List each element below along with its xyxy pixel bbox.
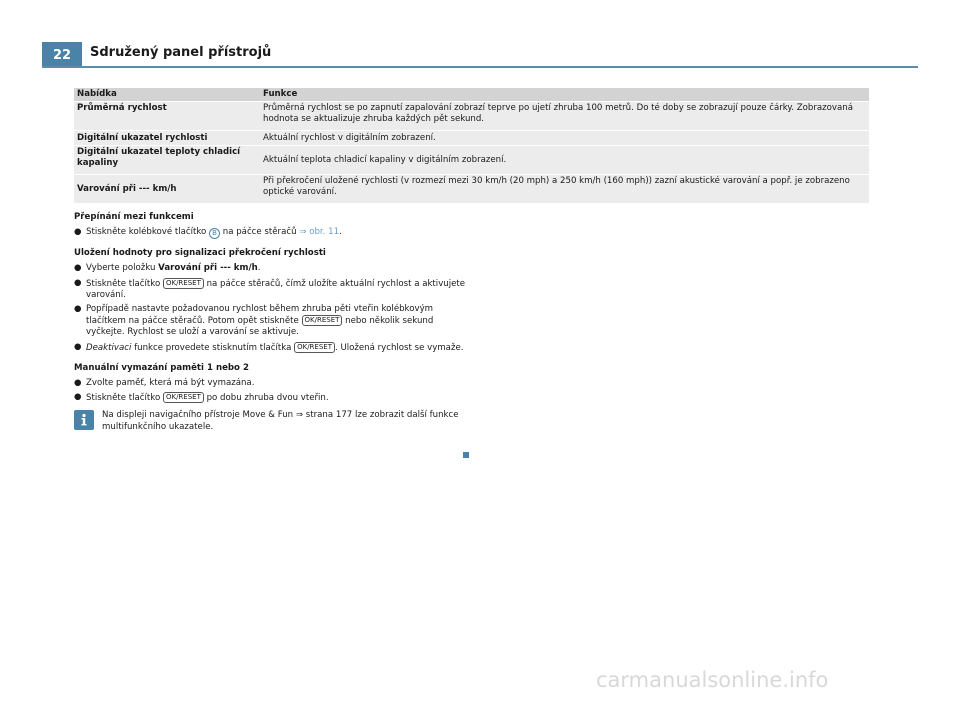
list-item-text — [86, 278, 469, 301]
watermark: carmanualsonline.info — [596, 668, 829, 692]
text: Stiskněte kolébkové tlačítko — [86, 227, 207, 238]
table-cell-function: Aktuální rychlost v digitálním zobrazení. — [263, 132, 436, 143]
table-cell-menu: Průměrná rychlost — [77, 103, 167, 113]
list-item-text — [86, 227, 342, 239]
text: funkce provedete stisknutím tlačítka — [134, 342, 292, 353]
ok-reset-key-icon: OK/RESET — [163, 278, 204, 289]
table-row — [74, 146, 869, 175]
table-cell-menu: Digitální ukazatel rychlosti — [77, 132, 208, 143]
list-item — [74, 378, 469, 389]
bullet-icon: ● — [74, 378, 82, 389]
emphasis-text: Deaktivaci — [86, 342, 132, 353]
list-item — [74, 342, 469, 354]
ok-reset-key-icon: OK/RESET — [163, 392, 204, 403]
list-item — [74, 392, 469, 404]
text: nebo několik sekund vyčkejte. Rychlost se uloží a varování se aktivuje. — [86, 316, 434, 338]
text: . — [257, 263, 261, 274]
list-item — [74, 278, 469, 301]
table-row — [74, 131, 869, 146]
table-row — [74, 175, 869, 204]
info-note-icon — [74, 410, 94, 430]
text: . Uložená rychlost se vymaže. — [334, 342, 464, 353]
table-cell-menu: Varování při --- km/h — [77, 183, 177, 194]
bullet-icon: ● — [74, 277, 82, 288]
ok-reset-key-icon: OK/RESET — [294, 342, 335, 353]
table-cell-function: Při překročení uložené rychlosti (v rozmezí mezi 30 km/h (20 mph) a 250 km/h (160 mph)) zazní akustické varování a popř. je zobrazeno optické varování. — [263, 176, 850, 197]
list-item — [74, 227, 469, 239]
table-cell-function: Aktuální teplota chladicí kapaliny v digitálním zobrazení. — [263, 154, 507, 165]
figure-link[interactable]: ⇒ obr. 11 — [299, 227, 340, 238]
bullet-icon: ● — [74, 304, 82, 315]
info-note-text: Na displeji navigačního přístroje Move & Fun ⇒ strana 177 lze zobrazit další funkce multifunkčního ukazatele. — [102, 410, 459, 432]
content-column — [74, 212, 469, 433]
page-title: Sdružený panel přístrojů — [90, 45, 272, 60]
list-item-text — [86, 304, 469, 339]
list-item — [74, 263, 469, 274]
rocker-button-b-icon: B — [209, 228, 220, 239]
text: Popřípadě nastavte požadovanou rychlost během zhruba pěti vteřin kolébkovým tlačítkem na páčce stěračů. Potom opět stiskněte — [86, 304, 434, 327]
bullet-icon: ● — [74, 263, 82, 274]
ok-reset-key-icon: OK/RESET — [302, 315, 343, 326]
table-header-function: Funkce — [263, 89, 298, 99]
menu-item-name: Varování při --- km/h — [158, 263, 258, 274]
list-item-text — [86, 263, 260, 274]
list-item — [74, 304, 469, 339]
table-cell-menu: Digitální ukazatel teploty chladicí kapaliny — [77, 147, 241, 168]
table-header-row — [74, 88, 869, 102]
header-rule — [42, 66, 918, 68]
info-note — [74, 410, 469, 432]
bullet-icon: ● — [74, 227, 82, 238]
function-table — [74, 88, 869, 204]
table-cell-function: Průměrná rychlost se po zapnutí zapalování zobrazí teprve po ujetí zhruba 100 metrů. Do té doby se zobrazují pouze čárky. Zobrazovaná hodnota se aktualizuje zhruba každých pět sekund. — [263, 103, 853, 124]
list-item-text — [86, 392, 329, 404]
text: na páčce stěračů — [222, 227, 297, 238]
text: Stiskněte tlačítko — [86, 393, 161, 404]
page-number: 22 — [42, 42, 82, 68]
text: na páčce stěračů, čímž uložíte aktuální rychlost a aktivujete varování. — [86, 278, 466, 300]
list-item-text — [86, 342, 463, 354]
bullet-icon: ● — [74, 392, 82, 403]
bullet-icon: ● — [74, 341, 82, 352]
table-row — [74, 102, 869, 131]
section-end-marker — [463, 452, 469, 458]
list-item-text: Zvolte paměť, která má být vymazána. — [86, 378, 255, 389]
text: Stiskněte tlačítko — [86, 278, 161, 289]
text: . — [339, 227, 342, 238]
section-heading-switching: Přepínání mezi funkcemi — [74, 212, 194, 222]
section-heading-manual: Manuální vymazání paměti 1 nebo 2 — [74, 362, 249, 373]
text: Vyberte položku — [86, 263, 156, 274]
table-header-menu: Nabídka — [77, 89, 117, 99]
section-heading-saving: Uložení hodnoty pro signalizaci překročení rychlosti — [74, 248, 326, 259]
text: po dobu zhruba dvou vteřin. — [206, 393, 329, 404]
